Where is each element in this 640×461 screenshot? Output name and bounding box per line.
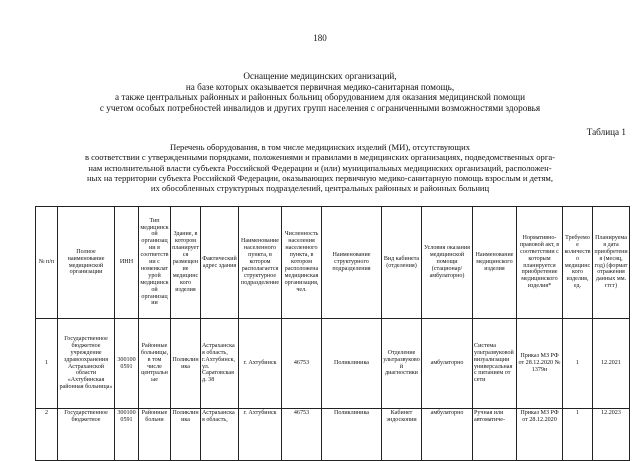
table-title-line: в соответствии с утвержденными порядками, положениями и правилами в медицинских организациях, подведомственных орга- xyxy=(84,152,556,163)
cell-address: Астраханская область, xyxy=(201,409,239,461)
cell-number: 1 xyxy=(36,319,58,409)
table-row xyxy=(36,319,630,409)
heading-line: а также центральных районных и районных больниц оборудованием для оказания медицинской помощи xyxy=(114,92,526,103)
cell-cabinet: Отделение ультразвуковой диагностики xyxy=(382,319,422,409)
header-cell-address: Фактический адрес здания xyxy=(201,207,239,319)
table-title xyxy=(0,142,640,193)
table-header-row xyxy=(36,207,630,319)
cell-address: Астраханская область, г.Ахтубинск, ул. Саратовская д. 38 xyxy=(201,319,239,409)
cell-org-type: Районные больни xyxy=(139,409,171,461)
header-cell-cabinet: Вид кабинета (отделения) xyxy=(382,207,422,319)
header-cell-legal-act: Нормативно-правовой акт, в соответствии с которым планируется приобретение медицинского изделия* xyxy=(517,207,563,319)
cell-unit: Поликлиника xyxy=(322,409,382,461)
header-cell-number: № п/п xyxy=(36,207,58,319)
document-heading xyxy=(0,71,640,113)
header-cell-population: Численность населения населенного пункта, в котором расположена медицинская организация, чел. xyxy=(282,207,322,319)
cell-locality: г. Ахтубинск xyxy=(239,319,282,409)
cell-building: Поликлиника xyxy=(171,409,201,461)
cell-unit: Поликлиника xyxy=(322,319,382,409)
cell-inn: 3001000591 xyxy=(115,319,139,409)
heading-line: Оснащение медицинских организаций, xyxy=(243,71,397,81)
equipment-table xyxy=(35,206,630,461)
cell-planned-date: 12.2021 xyxy=(593,319,630,409)
header-cell-unit: Наименование структурного подразделения xyxy=(322,207,382,319)
cell-organization: Государственное бюджетное учреждение здравоохранения Астраханской области «Ахтубинская районная больница» xyxy=(58,319,115,409)
heading-line: с учетом особых потребностей инвалидов и других групп населения с ограниченными возможностями здоровья xyxy=(99,102,541,113)
cell-number: 2 xyxy=(36,409,58,461)
cell-building: Поликлиника xyxy=(171,319,201,409)
header-cell-building: Здание, в котором планируется размещение медицинского изделия xyxy=(171,207,201,319)
table-title-line: их обособленных структурных подразделений, центральных районных и районных больниц xyxy=(150,183,490,194)
table-row xyxy=(36,409,630,461)
table-title-line: ных на территории субъекта Российской Федерации, оказывающих первичную медико-санитарную помощь взрослым и детям, xyxy=(87,172,553,183)
cell-quantity: 1 xyxy=(563,409,593,461)
cell-quantity: 1 xyxy=(563,319,593,409)
cell-conditions: амбулаторно xyxy=(422,409,473,461)
header-cell-organization: Полное наименование медицинской организации xyxy=(58,207,115,319)
cell-locality: г. Ахтубинск xyxy=(239,409,282,461)
cell-cabinet: Кабинет эндоскопии xyxy=(382,409,422,461)
header-cell-conditions: Условия оказания медицинской помощи (стационар/амбулаторно) xyxy=(422,207,473,319)
table-caption: Таблица 1 xyxy=(586,127,626,137)
heading-line: на базе которых оказывается первичная медико-санитарная помощь, xyxy=(185,81,455,92)
header-cell-locality: Наименование населенного пункта, в котором располагается структурное подразделение xyxy=(239,207,282,319)
cell-conditions: амбулаторно xyxy=(422,319,473,409)
header-cell-device: Наименование медицинского изделия xyxy=(473,207,517,319)
cell-device: Ручная или автоматиче- xyxy=(473,409,517,461)
cell-population: 46753 xyxy=(282,319,322,409)
header-cell-org-type: Тип медицинской организации в соответствии с номенклатурой медицинской организации xyxy=(139,207,171,319)
page-number: 180 xyxy=(313,33,327,43)
cell-organization: Государственное бюджетное xyxy=(58,409,115,461)
table-title-line: Перечень оборудования, в том числе медицинских изделий (МИ), отсутствующих xyxy=(170,142,470,152)
cell-inn: 3001000591 xyxy=(115,409,139,461)
cell-legal-act: Приказ МЗ РФ от 28.12.2020 № 1379н xyxy=(517,319,563,409)
table-title-line: нам исполнительной власти субъекта Российской Федерации и (или) муниципальных медицинских организаций, расположен- xyxy=(88,162,552,173)
header-cell-planned-date: Планируемая дата приобретения (месяц, год) (формат отражения данных мм. гггг) xyxy=(593,207,630,319)
header-cell-quantity: Требуемое количество медицинского изделия, ед. xyxy=(563,207,593,319)
header-cell-inn: ИНН xyxy=(115,207,139,319)
cell-device: Система ультразвуковой визуализации универсальная с питанием от сети xyxy=(473,319,517,409)
cell-org-type: Районные больницы, в том числе центральные xyxy=(139,319,171,409)
cell-planned-date: 12.2023 xyxy=(593,409,630,461)
cell-population: 46753 xyxy=(282,409,322,461)
cell-legal-act: Приказ МЗ РФ от 28.12.2020 xyxy=(517,409,563,461)
